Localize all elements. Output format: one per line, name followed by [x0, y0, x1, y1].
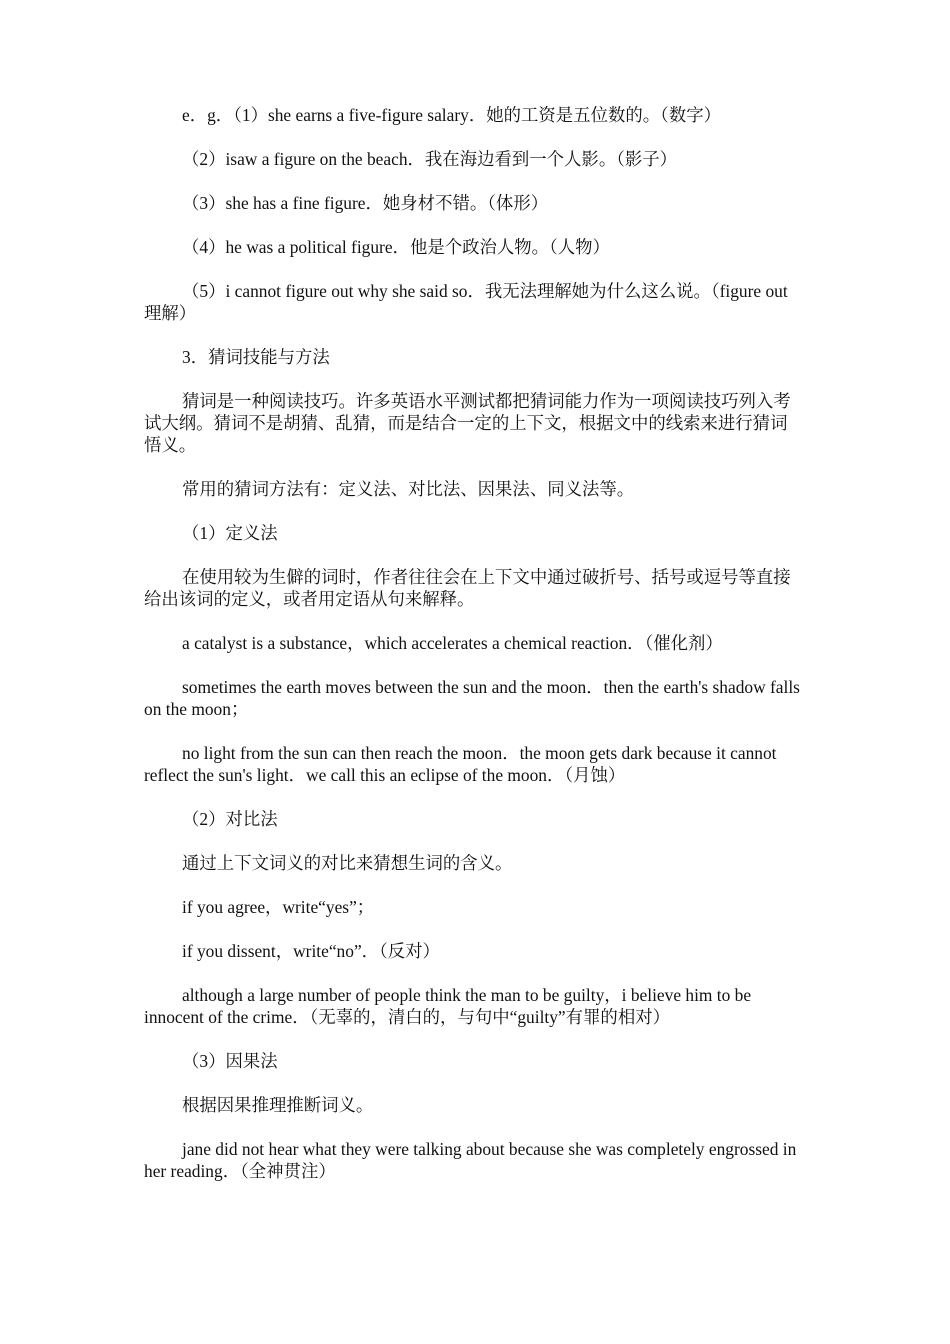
- example-figure-body: （3）she has a fine figure．她身材不错。（体形）: [182, 193, 549, 213]
- example-agree: if you agree，write“yes”；: [182, 897, 375, 917]
- paragraph-definition-desc: 在使用较为生僻的词时，作者往往会在上下文中通过破折号、括号或逗号等直接给出该词的定义，或者用定语从句来解释。: [144, 567, 791, 609]
- example-engrossed: jane did not hear what they were talking about because she was completely engrossed in her reading．（全神贯注）: [144, 1139, 797, 1181]
- subheading-contrast: （2）对比法: [182, 809, 278, 829]
- example-figure-person: （4）he was a political figure．他是个政治人物。（人物）: [182, 237, 610, 257]
- subheading-cause-effect: （3）因果法: [182, 1051, 278, 1071]
- subheading-definition: （1）定义法: [182, 523, 278, 543]
- section-heading-guessing: 3．猜词技能与方法: [182, 347, 330, 367]
- paragraph-cause-effect-desc: 根据因果推理推断词义。: [182, 1095, 374, 1115]
- paragraph-methods-list: 常用的猜词方法有：定义法、对比法、因果法、同义法等。: [182, 479, 635, 499]
- document-body: [144, 104, 800, 1204]
- example-eclipse-part1: sometimes the earth moves between the sun and the moon．then the earth's shadow falls on the moon；: [144, 677, 800, 719]
- example-figure-out: （5）i cannot figure out why she said so．我无法理解她为什么这么说。（figure out 理解）: [144, 281, 788, 323]
- example-eclipse-part2: no light from the sun can then reach the moon．the moon gets dark because it cannot reflect the sun's light．we call this an eclipse of the moon．（月蚀）: [144, 743, 777, 785]
- example-figure-shadow: （2）isaw a figure on the beach．我在海边看到一个人影。（影子）: [182, 149, 678, 169]
- example-figure-salary: e．g．（1）she earns a five-figure salary．她的工资是五位数的。（数字）: [182, 105, 721, 125]
- example-innocent: although a large number of people think the man to be guilty，i believe him to be innocent of the crime．（无辜的，清白的，与句中“guilty”有罪的相对）: [144, 985, 752, 1027]
- example-dissent: if you dissent，write“no”．（反对）: [182, 941, 440, 961]
- paragraph-guessing-intro: 猜词是一种阅读技巧。许多英语水平测试都把猜词能力作为一项阅读技巧列入考试大纲。猜词不是胡猜、乱猜，而是结合一定的上下文，根据文中的线索来进行猜词悟义。: [144, 391, 791, 455]
- example-catalyst: a catalyst is a substance，which accelerates a chemical reaction．（催化剂）: [182, 633, 723, 653]
- paragraph-contrast-desc: 通过上下文词义的对比来猜想生词的含义。: [182, 853, 513, 873]
